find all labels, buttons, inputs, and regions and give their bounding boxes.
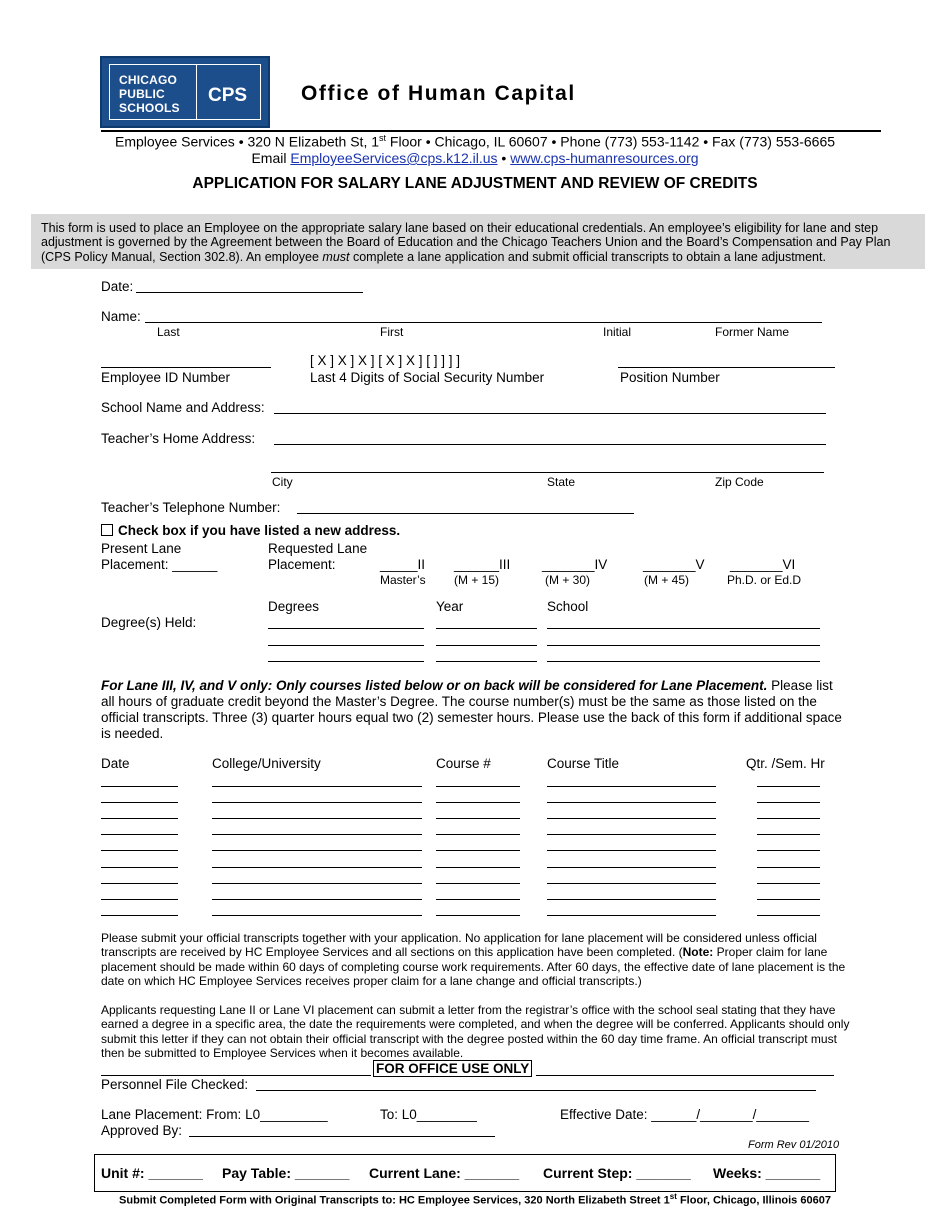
lane-ii-option[interactable]: _____II [380, 557, 426, 572]
course-title-field[interactable] [547, 915, 716, 916]
course-number-field[interactable] [436, 834, 520, 835]
address-sublabel-state: State [547, 475, 576, 489]
course-title-field[interactable] [547, 899, 716, 900]
office-use-rule-right [536, 1075, 834, 1076]
present-lane-label: Present Lane [101, 541, 182, 556]
degree-year-field[interactable] [436, 661, 537, 662]
logo-abbr: CPS [208, 85, 248, 106]
logo-line: PUBLIC [119, 87, 165, 101]
course-date-field[interactable] [101, 915, 178, 916]
logo-line: CHICAGO [119, 73, 178, 87]
form-revision: Form Rev 01/2010 [748, 1139, 840, 1151]
degree-school-field[interactable] [547, 661, 820, 662]
degree-field[interactable] [268, 645, 424, 646]
school-label: School Name and Address: [101, 400, 265, 415]
cps-logo [100, 56, 270, 128]
personnel-file-label: Personnel File Checked: [101, 1077, 249, 1092]
name-label: Name: [101, 309, 141, 324]
office-use-rule-left [101, 1075, 371, 1076]
course-hours-field[interactable] [757, 834, 820, 835]
name-field[interactable] [145, 322, 822, 323]
course-college-field[interactable] [212, 867, 422, 868]
name-sublabel-former: Former Name [715, 325, 790, 339]
lane-ii-desc: Master’s [380, 573, 426, 587]
lane-iv-desc: (M + 30) [545, 573, 591, 587]
course-date-field[interactable] [101, 850, 178, 851]
lane-iii-desc: (M + 15) [454, 573, 500, 587]
intro-text: This form is used to place an Employee on the appropriate salary lane based on their educational credentials. An employee’s eligibility for lane and step adjustment is governed by the Agreement between the Board of Education and the Chicago Teachers Union and the Board’s Compensation and Pay Plan (CPS Policy Manual, Section 302.8). An employee must complete a lane application and submit official transcripts to obtain a lane adjustment. [41, 221, 891, 264]
date-label: Date: [101, 279, 134, 294]
logo-divider [196, 65, 197, 119]
course-title-field[interactable] [547, 883, 716, 884]
name-sublabel-initial: Initial [603, 325, 632, 339]
course-date-field[interactable] [101, 802, 178, 803]
intro-box [31, 214, 925, 269]
personnel-file-field[interactable] [256, 1090, 816, 1091]
lane-vi-option[interactable]: _______VI [730, 557, 796, 572]
degree-school-field[interactable] [547, 645, 820, 646]
course-hours-field[interactable] [757, 850, 820, 851]
course-college-field[interactable] [212, 850, 422, 851]
form-title: APPLICATION FOR SALARY LANE ADJUSTMENT AND REVIEW OF CREDITS [192, 175, 758, 192]
course-date-field[interactable] [101, 867, 178, 868]
degree-year-field[interactable] [436, 628, 537, 629]
pay-table-field[interactable]: Pay Table: _______ [222, 1165, 350, 1181]
course-hours-field[interactable] [757, 802, 820, 803]
ssn-field[interactable]: [ X ] X ] X ] [ X ] X ] [ ] ] ] ] [310, 353, 461, 368]
new-address-row: Check box if you have listed a new address. [101, 523, 400, 538]
course-hours-field[interactable] [757, 915, 820, 916]
current-lane-field[interactable]: Current Lane: _______ [369, 1165, 520, 1181]
course-college-field[interactable] [212, 899, 422, 900]
course-number-field[interactable] [436, 818, 520, 819]
course-number-field[interactable] [436, 786, 520, 787]
email-link[interactable]: EmployeeServices@cps.k12.il.us [290, 150, 498, 166]
course-college-field[interactable] [212, 915, 422, 916]
degree-year-field[interactable] [436, 645, 537, 646]
lane-to-field[interactable]: To: L0________ [380, 1107, 477, 1122]
lane-note: For Lane III, IV, and V only: Only courses listed below or on back will be considered for Lane Placement. Please list all hours of graduate credit beyond the Master’s Degree. The course number(s) must be the same as those listed on the official transcripts. Three (3) quarter hours equal two (2) semester hours. Please use the back of this form if additional space is needed. [101, 678, 842, 741]
course-college-field[interactable] [212, 818, 422, 819]
lane-iii-option[interactable]: ______III [454, 557, 511, 572]
approved-by-label: Approved By: [101, 1123, 183, 1138]
course-college-field[interactable] [212, 802, 422, 803]
course-title-field[interactable] [547, 818, 716, 819]
lane-letter-note: Applicants requesting Lane II or Lane VI placement can submit a letter from the registrar’s office with the school seal stating that they have earned a degree in a specific area, the date the requirements were completed, and when the degree will be conferred. Applicants should only submit this letter if they can not obtain their official transcript with the degree posted within the 60 day time frame. An official transcript must then be submitted to Employee Services when it becomes available. [101, 1003, 850, 1060]
weeks-field[interactable]: Weeks: _______ [713, 1165, 821, 1181]
school-field[interactable] [274, 413, 826, 414]
unit-field[interactable]: Unit #: _______ [101, 1165, 203, 1181]
contact-email-line: Email EmployeeServices@cps.k12.il.us • www.cps-humanresources.org [251, 150, 699, 166]
course-number-field[interactable] [436, 915, 520, 916]
course-date-header: Date [101, 756, 130, 771]
course-number-header: Course # [436, 756, 491, 771]
logo-line: SCHOOLS [119, 101, 180, 115]
course-number-field[interactable] [436, 899, 520, 900]
course-title-field[interactable] [547, 786, 716, 787]
footer-submit-instructions: Submit Completed Form with Original Transcripts to: HC Employee Services, 320 North Elizabeth Street 1st Floor, Chicago, Illinois 60607 [119, 1192, 831, 1207]
course-number-field[interactable] [436, 883, 520, 884]
course-date-field[interactable] [101, 899, 178, 900]
lane-vi-desc: Ph.D. or Ed.D [727, 573, 802, 587]
lane-v-option[interactable]: _______V [643, 557, 705, 572]
course-title-header: Course Title [547, 756, 620, 771]
address-sublabel-city: City [272, 475, 293, 489]
course-hours-field[interactable] [757, 786, 820, 787]
course-hours-field[interactable] [757, 899, 820, 900]
course-hours-field[interactable] [757, 883, 820, 884]
school-header: School [547, 599, 589, 614]
header-divider [101, 130, 881, 132]
course-date-field[interactable] [101, 818, 178, 819]
phone-label: Teacher’s Telephone Number: [101, 500, 281, 515]
course-college-field[interactable] [212, 883, 422, 884]
date-field[interactable] [136, 292, 363, 293]
office-title: Office of Human Capital [301, 82, 576, 105]
name-sublabel-first: First [380, 325, 404, 339]
course-hours-field[interactable] [757, 818, 820, 819]
website-link[interactable]: www.cps-humanresources.org [510, 150, 699, 166]
lane-iv-option[interactable]: _______IV [542, 557, 608, 572]
name-sublabel-last: Last [157, 325, 180, 339]
degrees-held-label: Degree(s) Held: [101, 615, 197, 630]
course-number-field[interactable] [436, 802, 520, 803]
requested-lane-label: Requested Lane [268, 541, 368, 556]
course-college-field[interactable] [212, 786, 422, 787]
home-address-field[interactable] [274, 444, 826, 445]
degree-field[interactable] [268, 628, 424, 629]
position-number-label: Position Number [620, 370, 720, 385]
position-number-field[interactable] [618, 367, 835, 368]
employee-id-field[interactable] [101, 367, 271, 368]
present-lane-field[interactable]: Placement: ______ [101, 557, 218, 572]
course-date-field[interactable] [101, 786, 178, 787]
course-title-field[interactable] [547, 802, 716, 803]
course-title-field[interactable] [547, 867, 716, 868]
effective-date-field[interactable]: Effective Date: ______/_______/_______ [560, 1107, 809, 1122]
current-step-field[interactable]: Current Step: _______ [543, 1165, 691, 1181]
office-use-title: FOR OFFICE USE ONLY [373, 1060, 532, 1077]
phone-field[interactable] [297, 513, 634, 514]
degree-field[interactable] [268, 661, 424, 662]
lane-v-desc: (M + 45) [644, 573, 690, 587]
course-college-field[interactable] [212, 834, 422, 835]
new-address-checkbox[interactable] [101, 524, 113, 536]
address-sublabel-zip: Zip Code [715, 475, 764, 489]
year-header: Year [436, 599, 464, 614]
course-title-field[interactable] [547, 850, 716, 851]
course-number-field[interactable] [436, 867, 520, 868]
course-hours-field[interactable] [757, 867, 820, 868]
contact-address-line: Employee Services • 320 N Elizabeth St, 1st Floor • Chicago, IL 60607 • Phone (773) 553-1142 • Fax (773) 553-6665 [114, 133, 836, 150]
degree-school-field[interactable] [547, 628, 820, 629]
lane-from-field[interactable]: Lane Placement: From: L0_________ [101, 1107, 328, 1122]
course-hours-header: Qtr. /Sem. Hr [746, 756, 825, 771]
course-college-header: College/University [212, 756, 321, 771]
requested-lane-label-2: Placement: [268, 557, 336, 572]
course-number-field[interactable] [436, 850, 520, 851]
course-date-field[interactable] [101, 883, 178, 884]
ssn-label: Last 4 Digits of Social Security Number [310, 370, 545, 385]
course-title-field[interactable] [547, 834, 716, 835]
city-state-field[interactable] [271, 472, 761, 473]
zip-field[interactable] [760, 472, 824, 473]
course-date-field[interactable] [101, 834, 178, 835]
submit-note: Please submit your official transcripts together with your application. No application for lane placement will be considered unless official transcripts are received by HC Employee Services and all sections on this application have been completed. (Note: Proper claim for lane placement should be made within 60 days of completing course work requirements. After 60 days, the effective date of lane placement is the date on which HC Employee Services receives proper claim for a lane change and official transcripts.) [101, 931, 846, 988]
home-address-label: Teacher’s Home Address: [101, 431, 256, 446]
payroll-box [94, 1154, 836, 1192]
approved-by-field[interactable] [189, 1136, 495, 1137]
degrees-header: Degrees [268, 599, 320, 614]
employee-id-label: Employee ID Number [101, 370, 231, 385]
